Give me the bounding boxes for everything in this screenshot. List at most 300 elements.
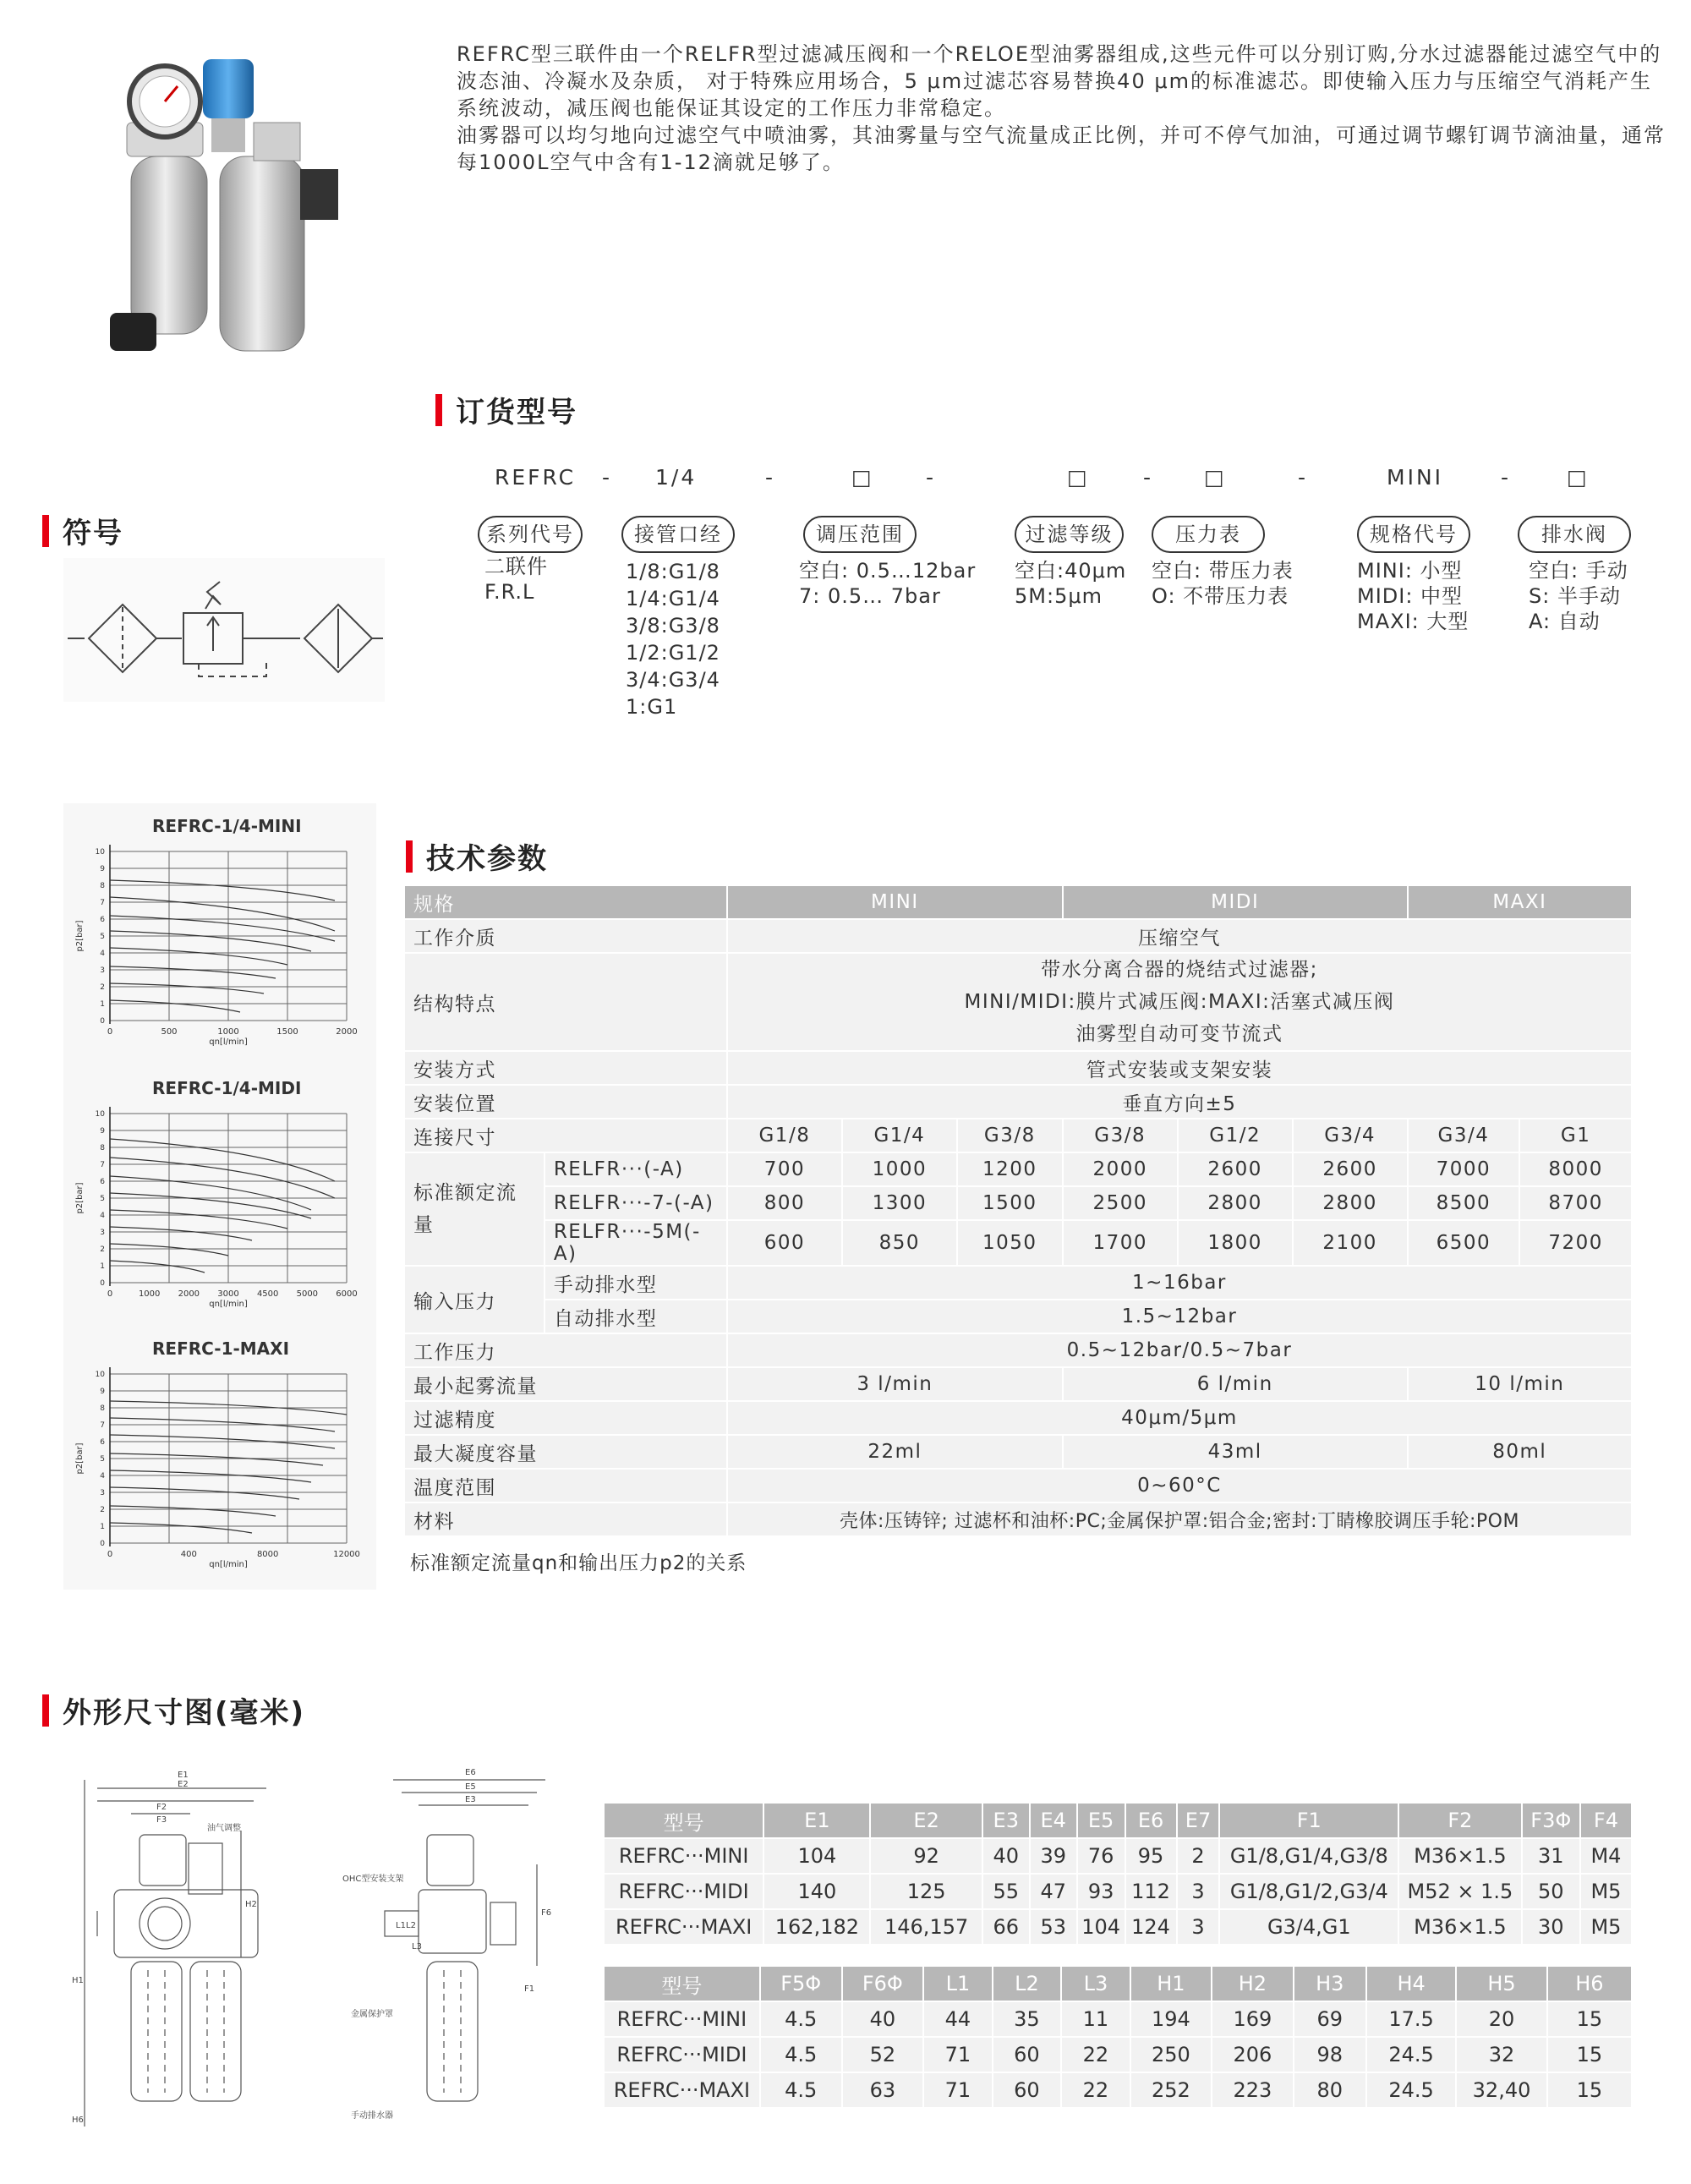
dims-cell: 3 bbox=[1177, 1909, 1220, 1945]
dims-cell: REFRC···MIDI bbox=[604, 2037, 760, 2072]
dims-row bbox=[604, 1874, 1632, 1909]
chart-series-line bbox=[110, 1000, 240, 1012]
chart-ytick-label: 0 bbox=[100, 1540, 105, 1548]
dims-cell: REFRC···MAXI bbox=[604, 2072, 760, 2108]
dims-table-2 bbox=[603, 1965, 1633, 2109]
chart-ytick-label: 9 bbox=[100, 1388, 105, 1396]
chart-x-axis-label: qn[l/min] bbox=[209, 1560, 248, 1569]
tech-value-cell: 2600 bbox=[1178, 1152, 1293, 1186]
dims-header-cell: F6Φ bbox=[842, 1966, 924, 2001]
dims-header-cell: E5 bbox=[1077, 1803, 1125, 1838]
dims-cell: 194 bbox=[1130, 2001, 1212, 2037]
chart-ytick-label: 10 bbox=[95, 1371, 105, 1379]
tech-value-cell bbox=[727, 953, 1632, 1051]
tech-header-cell: MIDI bbox=[1063, 885, 1408, 919]
dims-cell: G1/8,G1/4,G3/8 bbox=[1219, 1838, 1398, 1874]
dims-header-cell: F3Φ bbox=[1522, 1803, 1580, 1838]
chart-ytick-label: 6 bbox=[100, 1438, 105, 1447]
dims-cell: 32,40 bbox=[1456, 2072, 1547, 2108]
drawing-note: 油气调整 bbox=[207, 1824, 241, 1833]
dims-cell: 93 bbox=[1077, 1874, 1125, 1909]
chart-ytick-label: 2 bbox=[100, 1506, 105, 1514]
tech-value-cell: 2100 bbox=[1293, 1220, 1408, 1266]
chart-xtick-label: 5000 bbox=[296, 1289, 319, 1299]
intro-paragraph-1: REFRC型三联件由一个RELFR型过滤减压阀和一个RELOE型油雾器组成,这些元件可以分别订购,分水过滤器能过滤空气中的波态油、冷凝水及杂质， 对于特殊应用场合，5 μm过滤芯容易替换40 μm的标准滤芯。即使输入压力与压缩空气消耗产生系统波动，减压阀也能保证其设定的工作压力非常稳定。 bbox=[457, 42, 1662, 120]
tech-value-cell: G1 bbox=[1519, 1119, 1632, 1152]
dims-cell: 124 bbox=[1125, 1909, 1177, 1945]
order-field-options: 二联件 F.R.L bbox=[484, 555, 548, 604]
dims-cell: G1/8,G1/2,G3/4 bbox=[1219, 1874, 1398, 1909]
dims-cell: M52 × 1.5 bbox=[1398, 1874, 1522, 1909]
dims-row bbox=[604, 1909, 1632, 1945]
dims-cell: M5 bbox=[1580, 1874, 1632, 1909]
chart-series-line bbox=[110, 1453, 323, 1465]
tech-label-cell: 材料 bbox=[404, 1503, 727, 1536]
chart-ytick-label: 8 bbox=[100, 1404, 105, 1413]
dims-cell: 53 bbox=[1030, 1909, 1077, 1945]
drawing-note: 金属保护罩 bbox=[351, 2010, 393, 2019]
dims-header-row bbox=[604, 1803, 1632, 1838]
tech-row-temp bbox=[404, 1469, 1632, 1503]
intro-text bbox=[457, 41, 1666, 176]
chart-xtick-label: 12000 bbox=[333, 1550, 360, 1559]
tech-spec-table bbox=[403, 884, 1633, 1537]
chart-ytick-label: 1 bbox=[100, 1000, 105, 1009]
order-code-separator: - bbox=[1298, 465, 1309, 490]
tech-row-flow-2 bbox=[404, 1186, 1632, 1220]
chart-ytick-label: 8 bbox=[100, 1144, 105, 1152]
frl-symbol-diagram bbox=[63, 558, 385, 702]
chart-caption: 标准额定流量qn和输出压力p2的关系 bbox=[410, 1552, 747, 1574]
tech-label-cell: 安装位置 bbox=[404, 1085, 727, 1119]
tech-label-cell: 输入压力 bbox=[404, 1266, 545, 1333]
dim-label: L2 bbox=[406, 1921, 416, 1930]
order-field-options: 1/8:G1/8 1/4:G1/4 3/8:G3/8 1/2:G1/2 3/4:G3/4 1:G1 bbox=[626, 560, 720, 719]
chart-xtick-label: 500 bbox=[161, 1027, 178, 1037]
dims-row bbox=[604, 1838, 1632, 1874]
tech-value-cell: 0.5~12bar/0.5~7bar bbox=[727, 1333, 1632, 1367]
dims-cell: 39 bbox=[1030, 1838, 1077, 1874]
chart-ytick-label: 2 bbox=[100, 1245, 105, 1254]
dims-cell: 2 bbox=[1177, 1838, 1220, 1874]
tech-value-cell: 8000 bbox=[1519, 1152, 1632, 1186]
dim-label: E6 bbox=[465, 1768, 476, 1777]
dim-label: L3 bbox=[412, 1942, 422, 1951]
structure-line: MINI/MIDI:膜片式减压阀:MAXI:活塞式减压阀 bbox=[964, 991, 1395, 1013]
dims-header-cell: L3 bbox=[1061, 1966, 1130, 2001]
chart-title: REFRC-1/4-MIDI bbox=[152, 1078, 302, 1098]
dims-cell: 15 bbox=[1547, 2072, 1632, 2108]
order-field-options: 空白: 带压力表 O: 不带压力表 bbox=[1152, 559, 1294, 608]
tech-row-position bbox=[404, 1085, 1632, 1119]
dims-cell: REFRC···MIDI bbox=[604, 1874, 763, 1909]
dims-cell: 69 bbox=[1294, 2001, 1366, 2037]
chart-ytick-label: 8 bbox=[100, 882, 105, 890]
tech-label-cell: 安装方式 bbox=[404, 1051, 727, 1085]
chart-ytick-label: 7 bbox=[100, 899, 105, 907]
dims-row bbox=[604, 2037, 1632, 2072]
chart-xtick-label: 1500 bbox=[276, 1027, 298, 1037]
chart-ytick-label: 9 bbox=[100, 865, 105, 873]
dims-cell: 66 bbox=[982, 1909, 1030, 1945]
symbol-section-title bbox=[42, 510, 123, 551]
tech-value-cell: G3/8 bbox=[1063, 1119, 1178, 1152]
dims-cell: 20 bbox=[1456, 2001, 1547, 2037]
dims-cell: 52 bbox=[842, 2037, 924, 2072]
drawing-note: OHC型安装支架 bbox=[342, 1875, 404, 1884]
chart-series-line bbox=[110, 931, 311, 951]
chart-series-line bbox=[110, 880, 335, 900]
chart-ytick-label: 0 bbox=[100, 1279, 105, 1288]
dims-cell: M5 bbox=[1580, 1909, 1632, 1945]
dims-cell: 55 bbox=[982, 1874, 1030, 1909]
tech-value-cell: 1500 bbox=[957, 1186, 1063, 1220]
tech-value-cell: 1200 bbox=[957, 1152, 1063, 1186]
dims-header-cell: F2 bbox=[1398, 1803, 1522, 1838]
tech-value-cell: 800 bbox=[727, 1186, 842, 1220]
dims-cell: 169 bbox=[1212, 2001, 1294, 2037]
tech-row-medium bbox=[404, 919, 1632, 953]
chart-ytick-label: 6 bbox=[100, 1178, 105, 1186]
order-title-text: 订货型号 bbox=[456, 396, 577, 430]
chart-series-line bbox=[110, 1210, 287, 1229]
tech-sublabel-cell: 手动排水型 bbox=[545, 1266, 727, 1300]
dims-cell: 17.5 bbox=[1366, 2001, 1456, 2037]
dims-cell: 50 bbox=[1522, 1874, 1580, 1909]
order-code-segment: 1/4 bbox=[655, 465, 698, 490]
tech-value-cell: 3 l/min bbox=[727, 1367, 1063, 1401]
tech-value-cell: 垂直方向±5 bbox=[727, 1085, 1632, 1119]
flow-pressure-chart bbox=[72, 835, 368, 1063]
chart-ytick-label: 0 bbox=[100, 1017, 105, 1026]
dims-cell: M36×1.5 bbox=[1398, 1838, 1522, 1874]
tech-value-cell: 1700 bbox=[1063, 1220, 1178, 1266]
tech-value-cell: 80ml bbox=[1408, 1435, 1632, 1469]
order-field-pill: 系列代号 bbox=[478, 516, 583, 553]
dims-header-cell: F5Φ bbox=[760, 1966, 842, 2001]
order-field-pill: 接管口经 bbox=[621, 516, 735, 553]
chart-title: REFRC-1-MAXI bbox=[152, 1338, 290, 1359]
dims-cell: 35 bbox=[993, 2001, 1061, 2037]
dim-label: F2 bbox=[156, 1803, 167, 1812]
chart-xtick-label: 400 bbox=[180, 1550, 197, 1559]
dims-cell: 80 bbox=[1294, 2072, 1366, 2108]
order-field-pill: 排水阀 bbox=[1518, 516, 1631, 553]
dims-cell: 63 bbox=[842, 2072, 924, 2108]
chart-ytick-label: 3 bbox=[100, 1489, 105, 1497]
dimension-drawing bbox=[63, 1763, 571, 2135]
tech-sublabel-cell: RELFR···-7-(-A) bbox=[545, 1186, 727, 1220]
order-code-separator: - bbox=[765, 465, 776, 490]
tech-value-cell: 1300 bbox=[842, 1186, 957, 1220]
dims-cell: 40 bbox=[982, 1838, 1030, 1874]
tech-value-cell: 1.5~12bar bbox=[727, 1300, 1632, 1333]
chart-ytick-label: 3 bbox=[100, 1229, 105, 1237]
dims-cell: 44 bbox=[923, 2001, 992, 2037]
tech-label-cell: 最小起雾流量 bbox=[404, 1367, 727, 1401]
dim-label: F6 bbox=[541, 1908, 552, 1918]
dims-cell: 71 bbox=[923, 2037, 992, 2072]
dims-cell: 47 bbox=[1030, 1874, 1077, 1909]
dims-row bbox=[604, 2001, 1632, 2037]
tech-value-cell: G3/4 bbox=[1408, 1119, 1520, 1152]
chart-series-line bbox=[110, 1227, 252, 1240]
tech-label-cell: 最大凝度容量 bbox=[404, 1435, 727, 1469]
order-code-segment: □ bbox=[851, 465, 874, 490]
chart-xtick-label: 4500 bbox=[256, 1289, 279, 1299]
tech-label-cell: 结构特点 bbox=[404, 953, 727, 1051]
dim-label: F3 bbox=[156, 1815, 167, 1825]
dims-cell: 11 bbox=[1061, 2001, 1130, 2037]
dims-cell: 252 bbox=[1130, 2072, 1212, 2108]
title-accent-bar bbox=[435, 394, 442, 426]
tech-row-input-2 bbox=[404, 1300, 1632, 1333]
order-code-segment: □ bbox=[1204, 465, 1227, 490]
drawing-note: 手动排水器 bbox=[351, 2111, 393, 2121]
tech-row-ports bbox=[404, 1119, 1632, 1152]
chart-y-axis-label: p2[bar] bbox=[75, 1442, 85, 1475]
tech-sublabel-cell: RELFR···(-A) bbox=[545, 1152, 727, 1186]
dims-header-cell: L2 bbox=[993, 1966, 1061, 2001]
chart-series-line bbox=[110, 966, 276, 978]
tech-label-cell: 标准额定流量 bbox=[404, 1152, 545, 1266]
dim-label: H1 bbox=[72, 1976, 84, 1985]
dims-cell: 104 bbox=[763, 1838, 870, 1874]
order-field-pill: 过滤等级 bbox=[1015, 516, 1124, 553]
order-field-pill: 规格代号 bbox=[1357, 516, 1470, 553]
chart-series-line bbox=[110, 1158, 335, 1198]
dims-cell: 40 bbox=[842, 2001, 924, 2037]
tech-row-filter bbox=[404, 1401, 1632, 1435]
tech-header-cell: MAXI bbox=[1408, 885, 1632, 919]
order-field-options: 空白: 0.5…12bar 7: 0.5… 7bar bbox=[799, 559, 977, 608]
chart-xtick-label: 6000 bbox=[336, 1289, 358, 1299]
dims-row bbox=[604, 2072, 1632, 2108]
flow-pressure-chart bbox=[72, 1357, 368, 1585]
product-photo bbox=[97, 42, 376, 355]
dim-label: H6 bbox=[72, 2116, 84, 2125]
tech-row-mount bbox=[404, 1051, 1632, 1085]
dims-cell: 3 bbox=[1177, 1874, 1220, 1909]
dims-header-cell: H5 bbox=[1456, 1966, 1547, 2001]
tech-value-cell: 2800 bbox=[1293, 1186, 1408, 1220]
dims-header-cell: H3 bbox=[1294, 1966, 1366, 2001]
dims-table-1 bbox=[603, 1802, 1633, 1946]
order-field-options: 空白: 手动 S: 半手动 A: 自动 bbox=[1529, 559, 1628, 633]
symbol-title-text: 符号 bbox=[63, 517, 123, 550]
dims-header-cell: F4 bbox=[1580, 1803, 1632, 1838]
chart-xtick-label: 0 bbox=[107, 1550, 113, 1559]
chart-ytick-label: 4 bbox=[100, 1472, 105, 1481]
title-accent-bar bbox=[406, 840, 413, 873]
dim-label: E5 bbox=[465, 1782, 476, 1792]
chart-ytick-label: 2 bbox=[100, 983, 105, 992]
tech-value-cell: 2500 bbox=[1063, 1186, 1178, 1220]
dim-label: H2 bbox=[245, 1900, 257, 1909]
tech-sublabel-cell: 自动排水型 bbox=[545, 1300, 727, 1333]
dims-cell: 92 bbox=[870, 1838, 982, 1874]
dims-header-cell: F1 bbox=[1219, 1803, 1398, 1838]
tech-value-cell: 压缩空气 bbox=[727, 919, 1632, 953]
chart-xtick-label: 2000 bbox=[178, 1289, 200, 1299]
tech-value-cell: 10 l/min bbox=[1408, 1367, 1632, 1401]
chart-ytick-label: 10 bbox=[95, 1110, 105, 1119]
order-code-segment: REFRC bbox=[495, 465, 577, 490]
chart-ytick-label: 1 bbox=[100, 1523, 105, 1531]
dims-header-cell: E4 bbox=[1030, 1803, 1077, 1838]
dims-header-cell: E2 bbox=[870, 1803, 982, 1838]
dims-cell: 60 bbox=[993, 2037, 1061, 2072]
chart-series-line bbox=[110, 1261, 205, 1273]
intro-paragraph-2: 油雾器可以均匀地向过滤空气中喷油雾，其油雾量与空气流量成正比例，并可不停气加油，可通过调节螺钉调节滴油量，通常每1000L空气中含有1-12滴就足够了。 bbox=[457, 123, 1666, 174]
order-code-separator: - bbox=[1143, 465, 1154, 490]
dims-header-cell: L1 bbox=[923, 1966, 992, 2001]
tech-value-cell: G1/2 bbox=[1178, 1119, 1293, 1152]
chart-ytick-label: 1 bbox=[100, 1262, 105, 1271]
tech-value-cell: 600 bbox=[727, 1220, 842, 1266]
tech-value-cell: 6500 bbox=[1408, 1220, 1520, 1266]
chart-title: REFRC-1/4-MINI bbox=[152, 816, 302, 836]
tech-label-cell: 过滤精度 bbox=[404, 1401, 727, 1435]
tech-value-cell: 2600 bbox=[1293, 1152, 1408, 1186]
chart-xtick-label: 0 bbox=[107, 1027, 113, 1037]
tech-value-cell: 1050 bbox=[957, 1220, 1063, 1266]
chart-ytick-label: 5 bbox=[100, 1195, 105, 1203]
dim-label: E2 bbox=[178, 1780, 189, 1789]
dim-label: F1 bbox=[524, 1984, 535, 1994]
dims-header-cell: H4 bbox=[1366, 1966, 1456, 2001]
chart-xtick-label: 1000 bbox=[138, 1289, 161, 1299]
tech-value-cell: G3/8 bbox=[957, 1119, 1063, 1152]
order-code-separator: - bbox=[1501, 465, 1512, 490]
dims-cell: 140 bbox=[763, 1874, 870, 1909]
dims-cell: 95 bbox=[1125, 1838, 1177, 1874]
dims-cell: 32 bbox=[1456, 2037, 1547, 2072]
order-section-title bbox=[435, 389, 577, 430]
dims-cell: 98 bbox=[1294, 2037, 1366, 2072]
chart-series-line bbox=[110, 1487, 299, 1499]
order-field-options: MINI: 小型 MIDI: 中型 MAXI: 大型 bbox=[1357, 559, 1469, 633]
dims-cell: 76 bbox=[1077, 1838, 1125, 1874]
chart-ytick-label: 5 bbox=[100, 1455, 105, 1464]
dims-section-title bbox=[42, 1689, 305, 1731]
tech-row-work-pressure bbox=[404, 1333, 1632, 1367]
order-code-segment: MINI bbox=[1387, 465, 1444, 490]
structure-line: 油雾型自动可变节流式 bbox=[1075, 1023, 1283, 1045]
chart-series-line bbox=[110, 1523, 252, 1533]
dims-cell: 22 bbox=[1061, 2037, 1130, 2072]
dims-cell: REFRC···MINI bbox=[604, 1838, 763, 1874]
title-accent-bar bbox=[42, 515, 49, 547]
tech-row-condensate bbox=[404, 1435, 1632, 1469]
tech-value-cell: G1/8 bbox=[727, 1119, 842, 1152]
dims-cell: 24.5 bbox=[1366, 2072, 1456, 2108]
tech-value-cell: 壳体:压铸锌; 过滤杯和油杯:PC;金属保护罩:铝合金;密封:丁睛橡胶调压手轮:POM bbox=[727, 1503, 1632, 1536]
tech-row-flow-1 bbox=[404, 1152, 1632, 1186]
tech-label-cell: 工作压力 bbox=[404, 1333, 727, 1367]
order-field-pill: 压力表 bbox=[1152, 516, 1265, 553]
order-code-segment: □ bbox=[1067, 465, 1090, 490]
dims-cell: 31 bbox=[1522, 1838, 1580, 1874]
dims-cell: M36×1.5 bbox=[1398, 1909, 1522, 1945]
tech-value-cell: 8700 bbox=[1519, 1186, 1632, 1220]
dims-cell: 30 bbox=[1522, 1909, 1580, 1945]
dim-label: L1 bbox=[396, 1921, 406, 1930]
dims-cell: 4.5 bbox=[760, 2037, 842, 2072]
chart-x-axis-label: qn[l/min] bbox=[209, 1300, 248, 1309]
chart-series-line bbox=[110, 1470, 311, 1482]
chart-ytick-label: 9 bbox=[100, 1127, 105, 1136]
dims-cell: 104 bbox=[1077, 1909, 1125, 1945]
chart-xtick-label: 0 bbox=[107, 1289, 113, 1299]
tech-value-cell: 0~60°C bbox=[727, 1469, 1632, 1503]
dims-header-cell: E1 bbox=[763, 1803, 870, 1838]
chart-series-line bbox=[110, 1506, 276, 1516]
dims-header-cell: H6 bbox=[1547, 1966, 1632, 2001]
tech-label-cell: 温度范围 bbox=[404, 1469, 727, 1503]
tech-row-input-1 bbox=[404, 1266, 1632, 1300]
order-code-segment: □ bbox=[1567, 465, 1590, 490]
tech-header-row bbox=[404, 885, 1632, 919]
chart-ytick-label: 3 bbox=[100, 966, 105, 975]
tech-title-text: 技术参数 bbox=[426, 842, 548, 876]
tech-value-cell: 1~16bar bbox=[727, 1266, 1632, 1300]
chart-x-axis-label: qn[l/min] bbox=[209, 1037, 248, 1047]
dims-cell: 15 bbox=[1547, 2037, 1632, 2072]
order-field-pill: 调压范围 bbox=[803, 516, 917, 553]
title-accent-bar bbox=[42, 1694, 49, 1727]
tech-row-material bbox=[404, 1503, 1632, 1536]
dims-cell: 4.5 bbox=[760, 2072, 842, 2108]
tech-value-cell: 2800 bbox=[1178, 1186, 1293, 1220]
tech-value-cell: 2000 bbox=[1063, 1152, 1178, 1186]
tech-header-cell: 规格 bbox=[404, 885, 727, 919]
dims-cell: M4 bbox=[1580, 1838, 1632, 1874]
tech-value-cell: G1/4 bbox=[842, 1119, 957, 1152]
chart-xtick-label: 1000 bbox=[217, 1027, 239, 1037]
chart-ytick-label: 4 bbox=[100, 1212, 105, 1220]
tech-value-cell: 1800 bbox=[1178, 1220, 1293, 1266]
dims-cell: 24.5 bbox=[1366, 2037, 1456, 2072]
chart-ytick-label: 6 bbox=[100, 916, 105, 924]
tech-value-cell: 700 bbox=[727, 1152, 842, 1186]
dims-cell: 125 bbox=[870, 1874, 982, 1909]
dims-header-cell: 型号 bbox=[604, 1966, 760, 2001]
order-field-options: 空白:40μm 5M:5μm bbox=[1015, 559, 1127, 608]
dims-cell: 112 bbox=[1125, 1874, 1177, 1909]
dims-cell: REFRC···MAXI bbox=[604, 1909, 763, 1945]
chart-xtick-label: 3000 bbox=[217, 1289, 239, 1299]
dims-cell: 4.5 bbox=[760, 2001, 842, 2037]
tech-value-cell: 40μm/5μm bbox=[727, 1401, 1632, 1435]
dims-cell: 250 bbox=[1130, 2037, 1212, 2072]
chart-ytick-label: 7 bbox=[100, 1421, 105, 1430]
tech-value-cell: 7000 bbox=[1408, 1152, 1520, 1186]
chart-y-axis-label: p2[bar] bbox=[75, 1182, 85, 1214]
tech-value-cell: 7200 bbox=[1519, 1220, 1632, 1266]
tech-value-cell: 6 l/min bbox=[1063, 1367, 1408, 1401]
tech-label-cell: 工作介质 bbox=[404, 919, 727, 953]
dims-header-cell: E7 bbox=[1177, 1803, 1220, 1838]
tech-section-title bbox=[406, 835, 548, 877]
dims-cell: 22 bbox=[1061, 2072, 1130, 2108]
tech-value-cell: 管式安装或支架安装 bbox=[727, 1051, 1632, 1085]
tech-row-structure bbox=[404, 953, 1632, 1051]
chart-xtick-label: 2000 bbox=[336, 1027, 358, 1037]
tech-row-flow-3 bbox=[404, 1220, 1632, 1266]
dims-header-cell: E3 bbox=[982, 1803, 1030, 1838]
tech-value-cell: 22ml bbox=[727, 1435, 1063, 1469]
